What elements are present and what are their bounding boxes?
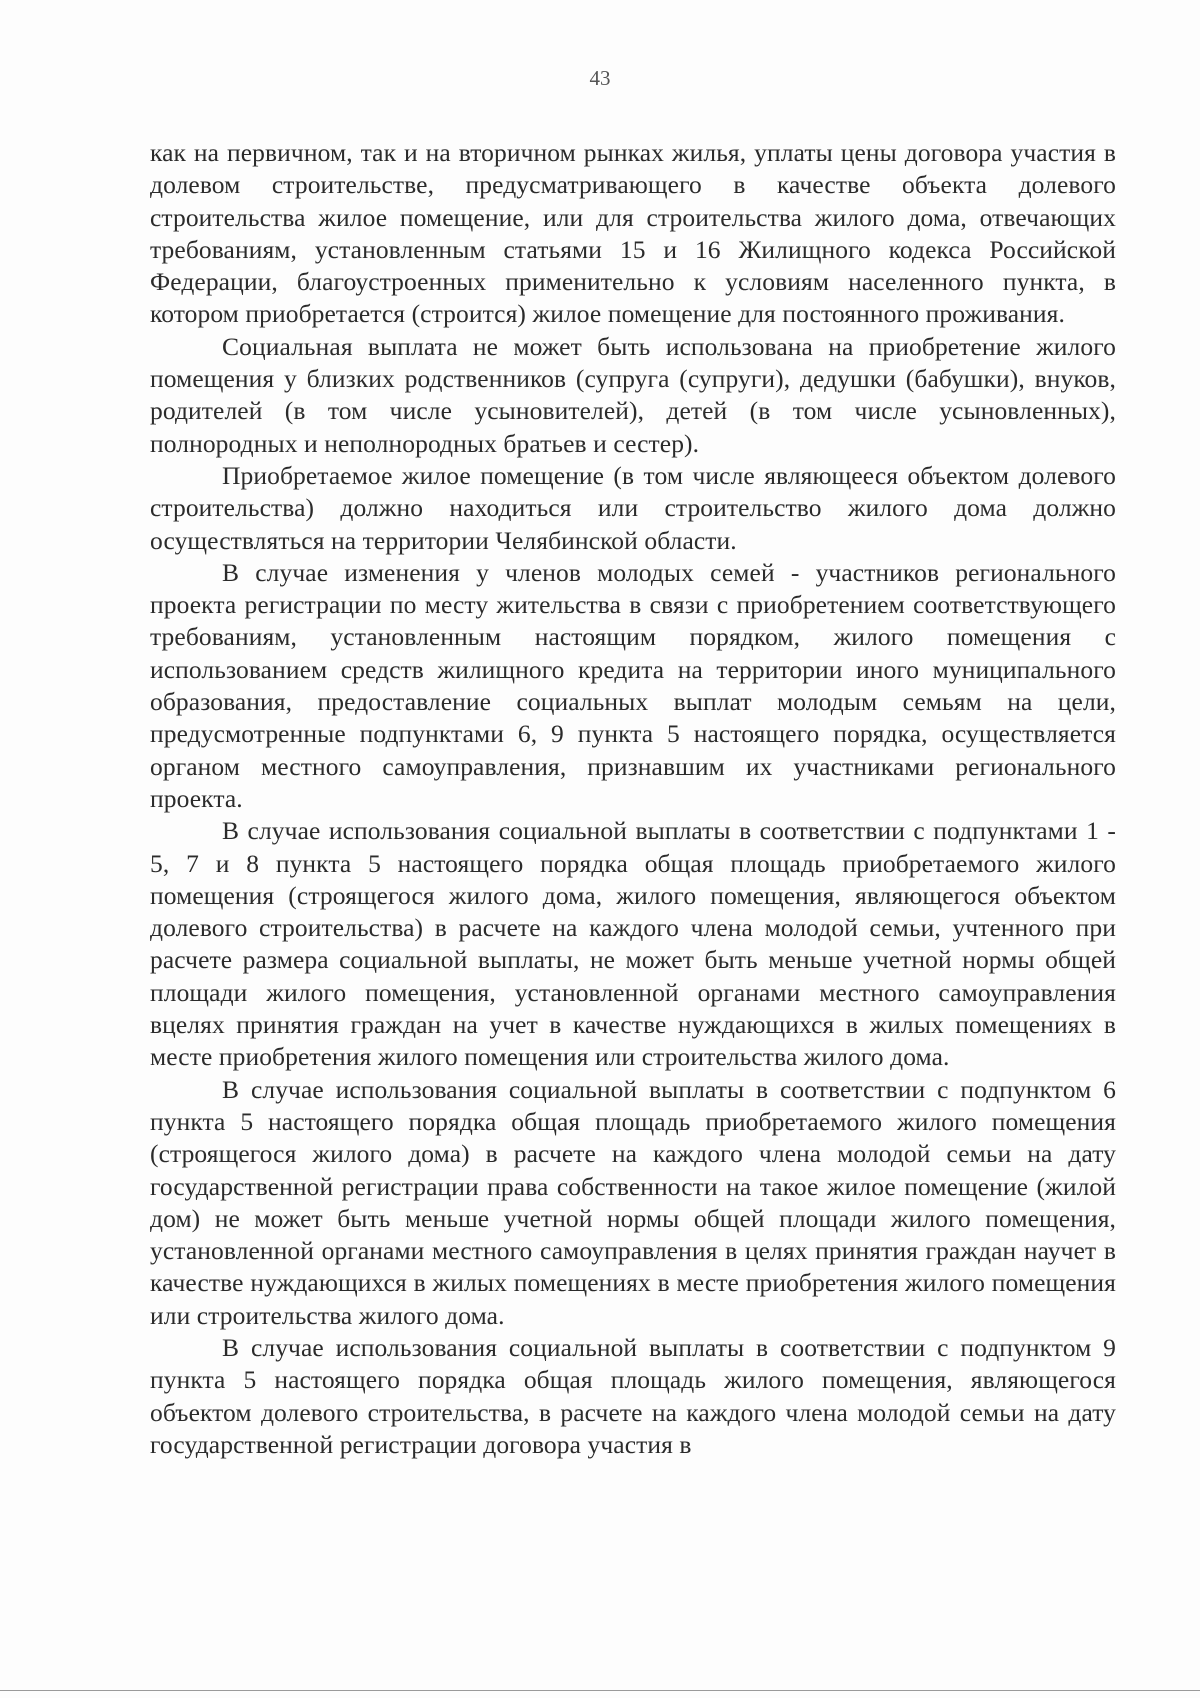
document-body bbox=[150, 137, 1116, 1461]
paragraph-area-norm-subclauses-1-8: В случае использования социальной выплаты в соответствии с подпунктами 1 - 5, 7 и 8 пункта 5 настоящего порядка общая площадь приобретаемого жилого помещения (строящегося жилого дома, жилого помещения, являющегося объектом долевого строительства) в расчете на каждого члена молодой семьи, учтенного при расчете размера социальной выплаты, не может быть меньше учетной нормы общей площади жилого помещения, установленной органами местного самоуправления вцелях принятия граждан на учет в качестве нуждающихся в жилых помещениях в месте приобретения жилого помещения или строительства жилого дома. bbox=[150, 816, 1116, 1072]
paragraph-area-norm-subclause-9: В случае использования социальной выплаты в соответствии с подпунктом 9 пункта 5 настоящего порядка общая площадь жилого помещения, являющегося объектом долевого строительства, в расчете на каждого члена молодой семьи на дату государственной регистрации договора участия в bbox=[150, 1332, 1116, 1459]
page-number: 43 bbox=[589, 66, 611, 90]
paragraph-chelyabinsk-territory: Приобретаемое жилое помещение (в том числе являющееся объектом долевого строительства) должно находиться или строительство жилого дома должно осуществляться на территории Челябинской области. bbox=[150, 460, 1116, 555]
paragraph-continuation: как на первичном, так и на вторичном рынках жилья, уплаты цены договора участия в долевом строительстве, предусматривающего в качестве объекта долевого строительства жилое помещение, или для строительства жилого дома, отвечающих требованиям, установленным статьями 15 и 16 Жилищного кодекса Российской Федерации, благоустроенных применительно к условиям населенного пункта, в котором приобретается (строится) жилое помещение для постоянного проживания. bbox=[150, 138, 1116, 329]
paragraph-area-norm-subclause-6: В случае использования социальной выплаты в соответствии с подпунктом 6 пункта 5 настоящего порядка общая площадь приобретаемого жилого помещения (строящегося жилого дома) в расчете на каждого члена молодой семьи на дату государственной регистрации права собственности на такое жилое помещение (жилой дом) не может быть меньше учетной нормы общей площади жилого помещения, установленной органами местного самоуправления в целях принятия граждан научет в качестве нуждающихся в жилых помещениях в месте приобретения жилого помещения или строительства жилого дома. bbox=[150, 1074, 1116, 1330]
paragraph-social-payment-restriction: Социальная выплата не может быть использована на приобретение жилого помещения у близких родственников (супруга (супруги), дедушки (бабушки), внуков, родителей (в том числе усыновителей), детей (в том числе усыновленных), полнородных и неполнородных братьев и сестер). bbox=[150, 331, 1116, 458]
paragraph-registration-change: В случае изменения у членов молодых семей - участников регионального проекта регистрации по месту жительства в связи с приобретением соответствующего требованиям, установленным настоящим порядком, жилого помещения с использованием средств жилищного кредита на территории иного муниципального образования, предоставление социальных выплат молодым семьям на цели, предусмотренные подпунктами 6, 9 пункта 5 настоящего порядка, осуществляется органом местного самоуправления, признавшим их участниками регионального проекта. bbox=[150, 557, 1116, 813]
scan-bottom-edge-line bbox=[0, 1690, 1200, 1691]
